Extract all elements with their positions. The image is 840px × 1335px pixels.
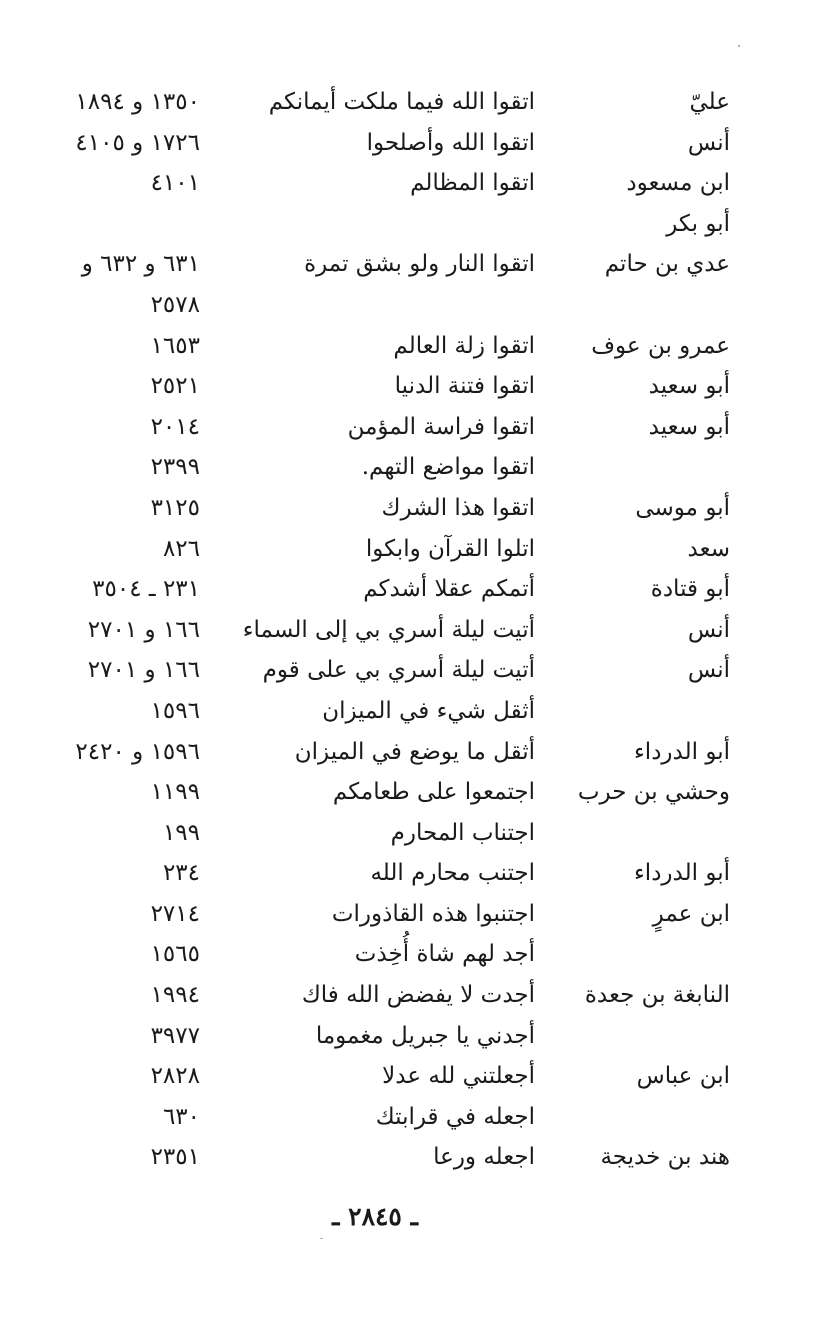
index-row — [40, 772, 730, 813]
hadith-references: ١١٩٩ — [150, 779, 200, 806]
hadith-text: أتمكم عقلا أشدكم — [363, 576, 535, 603]
hadith-references: ٨٢٦ — [162, 535, 200, 562]
index-row — [40, 82, 730, 123]
narrator-name: أبو سعيد — [648, 413, 730, 440]
narrator-name: أبو الدرداء — [633, 860, 730, 887]
hadith-references: ٢٥٧٨ — [150, 291, 200, 318]
hadith-text: اتقوا زلة العالم — [393, 332, 535, 359]
hadith-text: اتقوا الله فيما ملكت أيمانكم — [268, 89, 535, 115]
hadith-text: أجد لهم شاة أُخِذت — [354, 941, 535, 968]
index-row — [40, 934, 730, 975]
hadith-references: ٢٥٢١ — [150, 373, 200, 400]
hadith-references: ١٩٩٤ — [150, 982, 200, 1009]
hadith-text: اتقوا مواضع التهم. — [361, 454, 535, 481]
index-row — [40, 853, 730, 894]
hadith-references: ١٦٦ و ٢٧٠١ — [87, 657, 200, 684]
narrator-name: أبو سعيد — [648, 373, 730, 400]
hadith-index-table — [40, 82, 730, 1178]
hadith-text: اتقوا فراسة المؤمن — [347, 413, 535, 440]
hadith-references: ٦٣١ و ٦٣٢ و — [81, 251, 200, 278]
index-row — [40, 813, 730, 854]
hadith-references: ٢٣٥١ — [150, 1144, 200, 1171]
hadith-references: ٣٩٧٧ — [150, 1022, 200, 1049]
hadith-text: اجعله في قرابتك — [375, 1103, 535, 1130]
hadith-references: ٢٠١٤ — [150, 413, 200, 440]
paper-speck — [738, 45, 740, 47]
hadith-text: اجتنبوا هذه القاذورات — [331, 900, 535, 927]
hadith-references: ١٥٩٦ و ٢٤٢٠ — [75, 738, 200, 765]
narrator-name: أنس — [687, 657, 730, 684]
narrator-name: أنس — [687, 129, 730, 156]
hadith-references: ١٧٢٦ و ٤١٠٥ — [75, 129, 200, 156]
hadith-text: اتقوا هذا الشرك — [381, 494, 535, 521]
narrator-name: وحشي بن حرب — [577, 779, 730, 806]
narrator-name: أبو موسى — [635, 494, 730, 521]
index-row — [40, 569, 730, 610]
narrator-name: سعد — [687, 535, 730, 562]
hadith-references: ٢٣٤ — [162, 860, 200, 887]
index-row — [40, 163, 730, 204]
hadith-text: اجتمعوا على طعامكم — [332, 779, 535, 806]
narrator-name: أبو الدرداء — [633, 738, 730, 765]
hadith-text: اتقوا الله وأصلحوا — [366, 129, 535, 156]
hadith-text: اتقوا النار ولو بشق تمرة — [304, 251, 535, 278]
hadith-text: اتقوا المظالم — [410, 170, 535, 197]
hadith-references: ٣١٢٥ — [150, 494, 200, 521]
hadith-text: أجدني يا جبريل مغموما — [315, 1022, 535, 1049]
index-row — [40, 326, 730, 367]
hadith-references: ١٦٥٣ — [150, 332, 200, 359]
index-row — [40, 1097, 730, 1138]
hadith-text: اجتنب محارم الله — [370, 860, 535, 887]
hadith-text: اجتناب المحارم — [390, 819, 535, 846]
hadith-references: ٢٧١٤ — [150, 900, 200, 927]
index-row — [40, 529, 730, 570]
narrator-name: أنس — [687, 616, 730, 643]
index-row — [40, 244, 730, 285]
hadith-text: أتيت ليلة أسري بي إلى السماء — [242, 616, 535, 643]
index-row — [40, 285, 730, 326]
hadith-references: ٢٨٢٨ — [150, 1063, 200, 1090]
narrator-name: ابن مسعود — [626, 170, 730, 197]
index-row — [40, 1137, 730, 1178]
narrator-name: أبو بكر — [666, 210, 730, 237]
hadith-references: ٤١٠١ — [150, 170, 200, 197]
hadith-text: أثقل ما يوضع في الميزان — [294, 738, 535, 765]
narrator-name: أبو قتادة — [650, 576, 730, 603]
narrator-name: عليّ — [689, 89, 730, 115]
narrator-name: هند بن خديجة — [600, 1144, 730, 1171]
index-row — [40, 204, 730, 245]
narrator-name: النابغة بن جعدة — [584, 982, 730, 1009]
index-row — [40, 447, 730, 488]
index-row — [40, 894, 730, 935]
hadith-text: اتقوا فتنة الدنيا — [394, 373, 535, 400]
hadith-text: اتلوا القرآن وابكوا — [365, 535, 535, 562]
hadith-references: ١٦٦ و ٢٧٠١ — [87, 616, 200, 643]
hadith-references: ١٣٥٠ و ١٨٩٤ — [75, 89, 200, 115]
index-row — [40, 610, 730, 651]
hadith-text: أجدت لا يفضض الله فاك — [301, 982, 535, 1009]
hadith-references: ١٥٩٦ — [150, 697, 200, 724]
narrator-name: عدي بن حاتم — [604, 251, 730, 278]
hadith-text: أجعلتني لله عدلا — [382, 1063, 535, 1090]
index-row — [40, 123, 730, 164]
hadith-text: أثقل شيء في الميزان — [322, 697, 535, 724]
index-row — [40, 407, 730, 448]
index-row — [40, 1016, 730, 1057]
index-row — [40, 488, 730, 529]
hadith-text: اجعله ورعا — [433, 1144, 535, 1171]
paper-speck — [320, 1238, 323, 1239]
index-row — [40, 732, 730, 773]
page-number: ـ ٢٨٤٥ ـ — [332, 1202, 418, 1231]
narrator-name: ابن عباس — [636, 1063, 730, 1090]
hadith-references: ١٩٩ — [162, 819, 200, 846]
narrator-name: ابن عمرٍ — [652, 900, 730, 927]
index-row — [40, 366, 730, 407]
hadith-references: ٢٣٩٩ — [150, 454, 200, 481]
index-row — [40, 691, 730, 732]
hadith-references: ٦٣٠ — [162, 1103, 200, 1130]
hadith-references: ٢٣١ ـ ٣٥٠٤ — [92, 576, 200, 603]
index-row — [40, 975, 730, 1016]
hadith-references: ١٥٦٥ — [150, 941, 200, 968]
narrator-name: عمرو بن عوف — [591, 332, 730, 359]
hadith-text: أتيت ليلة أسري بي على قوم — [262, 657, 535, 684]
index-row — [40, 650, 730, 691]
index-row — [40, 1056, 730, 1097]
